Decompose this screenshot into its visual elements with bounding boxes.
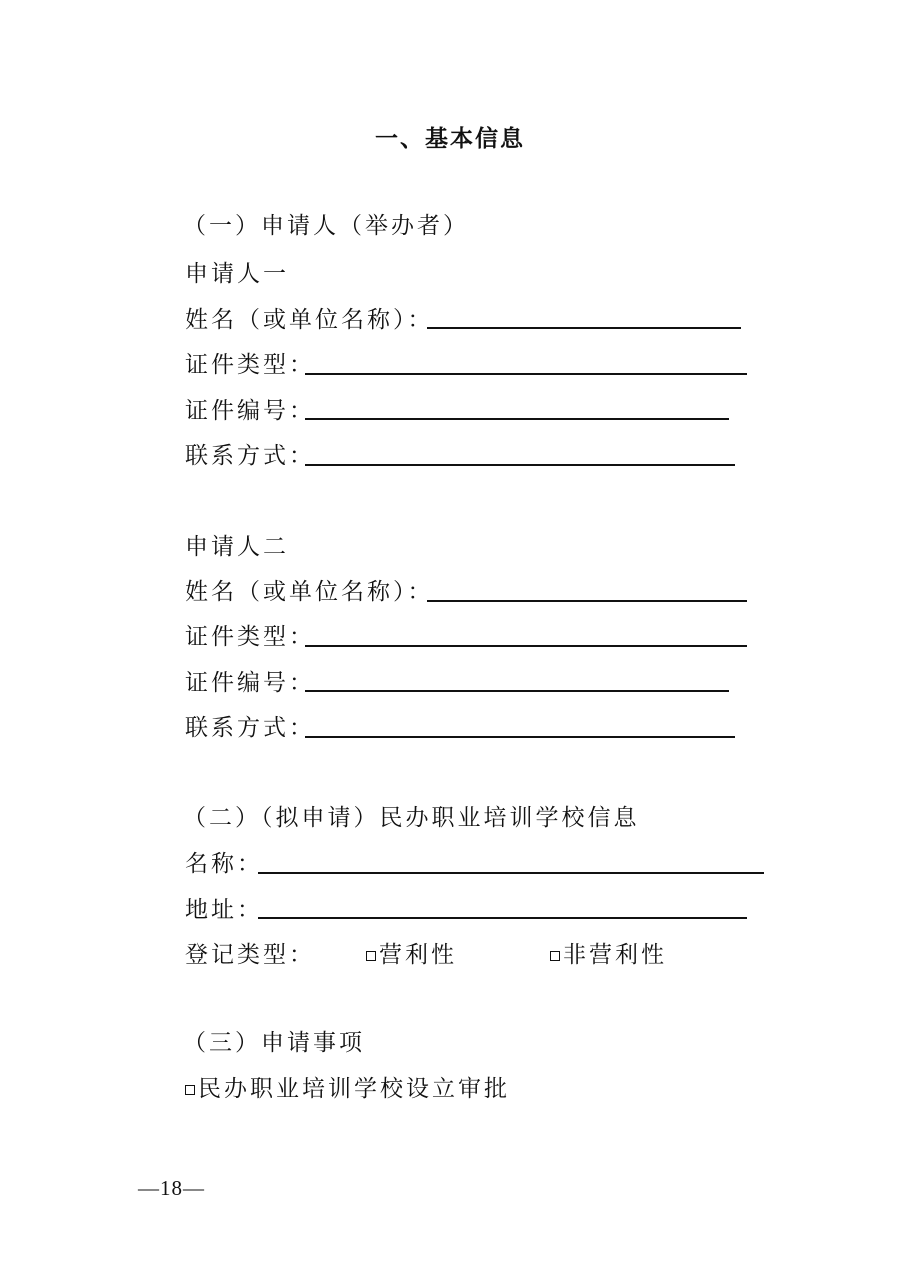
applicant2-id-type-label: 证件类型： (185, 624, 315, 650)
option-non-profit-label: 非营利性 (563, 942, 667, 968)
application-item-label: 民办职业培训学校设立审批 (198, 1076, 510, 1102)
applicant2-id-number-label: 证件编号： (185, 670, 315, 696)
applicant1-label: 申请人一 (185, 261, 289, 287)
applicant2-id-number-field[interactable] (305, 690, 729, 692)
applicant1-contact-field[interactable] (305, 464, 735, 466)
application-item[interactable] (185, 1075, 510, 1103)
option-for-profit-label: 营利性 (379, 942, 457, 968)
section3-heading: （三）申请事项 (183, 1030, 365, 1056)
applicant1-contact-label: 联系方式： (185, 443, 315, 469)
school-address-field[interactable] (258, 917, 747, 919)
school-address-label: 地址： (185, 897, 263, 923)
option-non-profit[interactable] (550, 941, 667, 969)
reg-type-label: 登记类型： (185, 942, 315, 968)
option-for-profit[interactable] (366, 941, 457, 969)
page-number: —18— (138, 1176, 205, 1200)
page-title: 一、基本信息 (375, 126, 525, 152)
checkbox-non-profit[interactable] (550, 951, 560, 961)
checkbox-application-item[interactable] (185, 1085, 195, 1095)
applicant1-id-number-label: 证件编号： (185, 398, 315, 424)
section1-heading: （一）申请人（举办者） (183, 213, 469, 239)
applicant2-id-type-field[interactable] (305, 645, 747, 647)
applicant2-contact-label: 联系方式： (185, 715, 315, 741)
applicant2-name-label: 姓名（或单位名称）： (185, 579, 434, 605)
applicant1-id-number-field[interactable] (305, 418, 729, 420)
school-name-label: 名称： (185, 851, 263, 877)
applicant1-name-field[interactable] (427, 327, 741, 329)
applicant1-id-type-label: 证件类型： (185, 352, 315, 378)
applicant2-contact-field[interactable] (305, 736, 735, 738)
checkbox-for-profit[interactable] (366, 951, 376, 961)
applicant2-name-field[interactable] (427, 600, 747, 602)
applicant1-name-label: 姓名（或单位名称）： (185, 307, 434, 333)
applicant1-id-type-field[interactable] (305, 373, 747, 375)
school-name-field[interactable] (258, 872, 764, 874)
section2-heading: （二）（拟申请）民办职业培训学校信息 (183, 805, 640, 831)
applicant2-label: 申请人二 (185, 534, 289, 560)
